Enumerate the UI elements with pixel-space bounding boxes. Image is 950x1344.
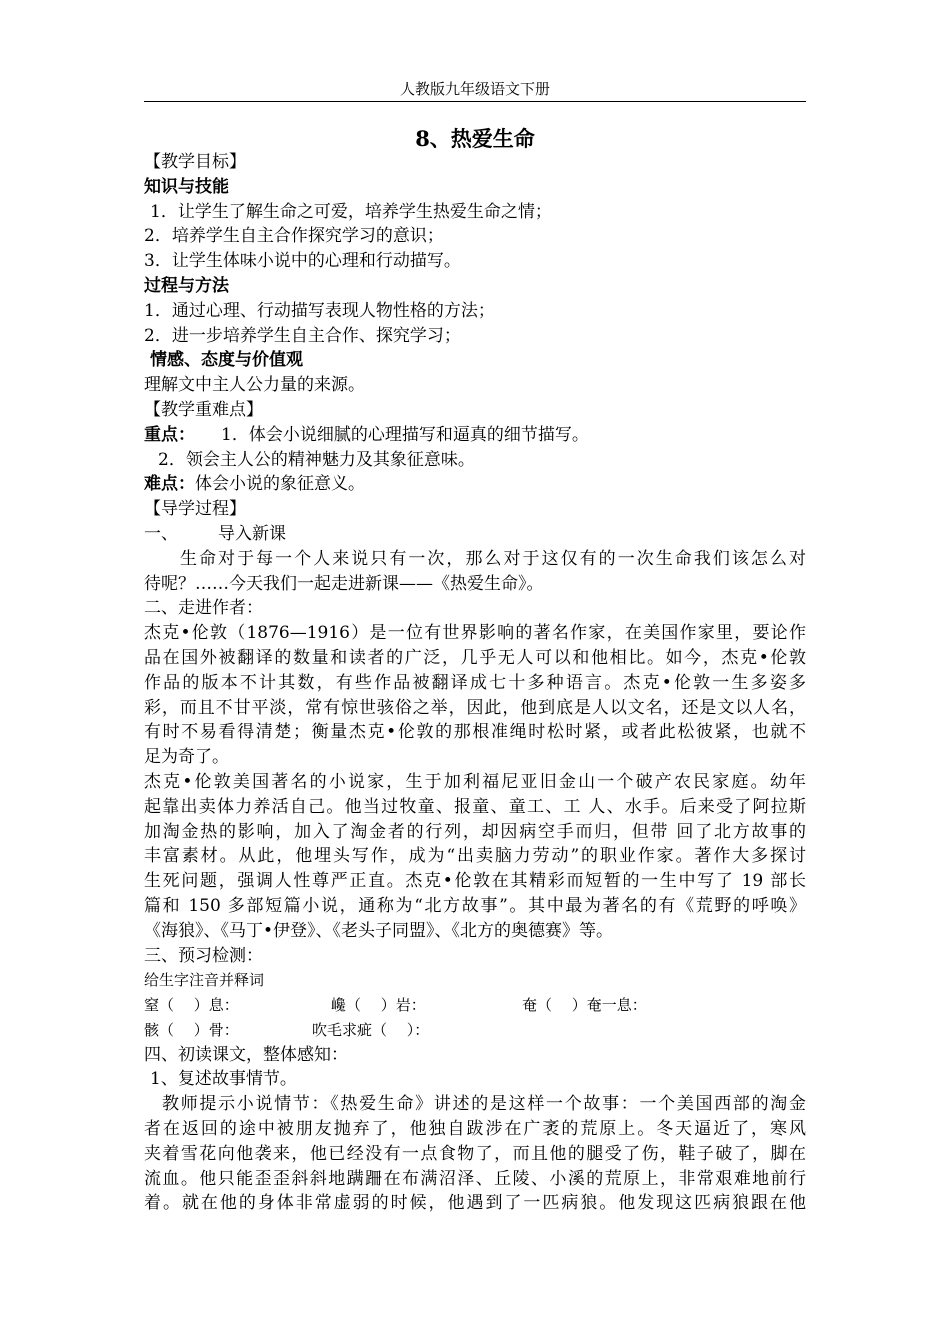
section-4-item: 1、复述故事情节。 [150,1069,297,1090]
author-para-2-line-4: 丰富素材。从此，他埋头写作，成为“出卖脑力劳动”的职业作家。著作大多探讨 [144,846,806,867]
hard-text: 体会小说的象征意义。 [195,474,365,495]
knowledge-heading: 知识与技能 [144,176,229,197]
emotion-text: 理解文中主人公力量的来源。 [144,375,365,396]
story-para-line-5: 着。就在他的身体非常虚弱的时候，他遇到了一匹病狼。他发现这匹病狼跟在他 [144,1193,806,1214]
section-2-title: 二、走进作者： [144,598,263,619]
knowledge-item-2: 2．培养学生自主合作探究学习的意识； [144,226,444,247]
section-1-line-2: 待呢？……今天我们一起走进新课——《热爱生命》。 [144,573,544,594]
story-para-line-1: 教师提示小说情节：《热爱生命》讲述的是这样一个故事：一个美国西部的淘金 [162,1094,806,1115]
vocab-item: 窒（ ）息： [144,996,239,1015]
knowledge-item-1: 1．让学生了解生命之可爱，培养学生热爱生命之情； [150,201,552,222]
vocab-item: 骸（ ）骨： [144,1020,239,1039]
knowledge-item-3: 3．让学生体味小说中的心理和行动描写。 [144,251,461,272]
process-section-heading: 【导学过程】 [144,499,246,520]
section-3-sub: 给生字注音并释词 [144,971,265,990]
vocab-item: 奄（ ）奄一息： [522,996,647,1015]
process-heading: 过程与方法 [144,275,229,296]
author-para-2-line-2: 起靠出卖体力养活自己。他当过牧童、报童、童工、工 人、水手。后来受了阿拉斯 [144,796,806,817]
section-1-title: 一、 导入新课 [144,523,286,544]
header-rule [144,101,806,102]
section-4-title: 四、初读课文，整体感知： [144,1044,348,1065]
lesson-title: 8、热爱生命 [415,126,535,151]
author-para-2-line-5: 生死问题，强调人性尊严正直。杰克•伦敦在其精彩而短暂的一生中写了 19 部长 [144,871,806,892]
author-para-1-line-4: 彩，而且不甘平淡，常有惊世骇俗之举，因此，他到底是人以文名，还是文以人名， [144,697,806,718]
emotion-heading: 情感、态度与价值观 [150,350,303,371]
vocab-row-1 [144,993,806,1018]
page-header: 人教版九年级语文下册 [399,80,550,98]
vocab-item: 巉（ ）岩： [331,996,426,1015]
author-para-2-line-6: 篇和 150 多部短篇小说，通称为“北方故事”。其中最为著名的有《荒野的呼唤》 [144,895,806,916]
key-point-row [144,423,806,448]
author-para-1-line-2: 品在国外被翻译的数量和读者的广泛，几乎无人可以和他相比。如今，杰克•伦敦 [144,647,806,668]
key-label: 重点： [144,424,195,445]
story-para-line-4: 流血。他只能歪歪斜斜地蹒跚在布满沼泽、丘陵、小溪的荒原上，非常艰难地前行 [144,1168,806,1189]
hard-label: 难点： [144,474,195,495]
key-item-2: 2．领会主人公的精神魅力及其象征意味。 [158,449,475,470]
vocab-row-2 [144,1018,806,1043]
process-item-1: 1．通过心理、行动描写表现人物性格的方法； [144,300,495,321]
hard-point-row [144,472,806,497]
section-1-line-1: 生命对于每一个人来说只有一次，那么对于这仅有的一次生命我们该怎么对 [180,548,806,569]
author-para-1-line-5: 有时不易看得清楚；衡量杰克•伦敦的那根准绳时松时紧，或者此松彼紧，也就不 [144,722,806,743]
vocab-item: 吹毛求疵（ ）： [312,1020,430,1039]
key-item-1: 1．体会小说细腻的心理描写和逼真的细节描写。 [221,424,589,445]
author-para-2-line-7: 《海狼》、《马丁•伊登》、《老头子同盟》、《北方的奥德赛》等。 [144,920,614,941]
author-para-2-line-1: 杰克•伦敦美国著名的小说家，生于加利福尼亚旧金山一个破产农民家庭。幼年 [144,771,806,792]
process-item-2: 2．进一步培养学生自主合作、探究学习； [144,325,461,346]
author-para-1-line-3: 作品的版本不计其数，有些作品被翻译成七十多种语言。杰克•伦敦一生多姿多 [144,672,806,693]
author-para-2-line-3: 加淘金热的影响，加入了淘金者的行列，却因病空手而归，但带 回了北方故事的 [144,821,806,842]
story-para-line-3: 夹着雪花向他袭来，他已经没有一点食物了，而且他的腿受了伤，鞋子破了，脚在 [144,1143,806,1164]
section-3-title: 三、预习检测： [144,945,263,966]
author-para-1-line-1: 杰克•伦敦（1876—1916）是一位有世界影响的著名作家，在美国作家里，要论作 [144,623,806,644]
author-para-1-line-6: 足为奇了。 [144,747,229,768]
difficulty-heading: 【教学重难点】 [144,399,263,420]
story-para-line-2: 者在返回的途中被朋友抛弃了，他独自跋涉在广袤的荒原上。冬天逼近了，寒风 [144,1119,806,1140]
goals-heading: 【教学目标】 [144,152,246,172]
lesson-body [144,150,806,1216]
